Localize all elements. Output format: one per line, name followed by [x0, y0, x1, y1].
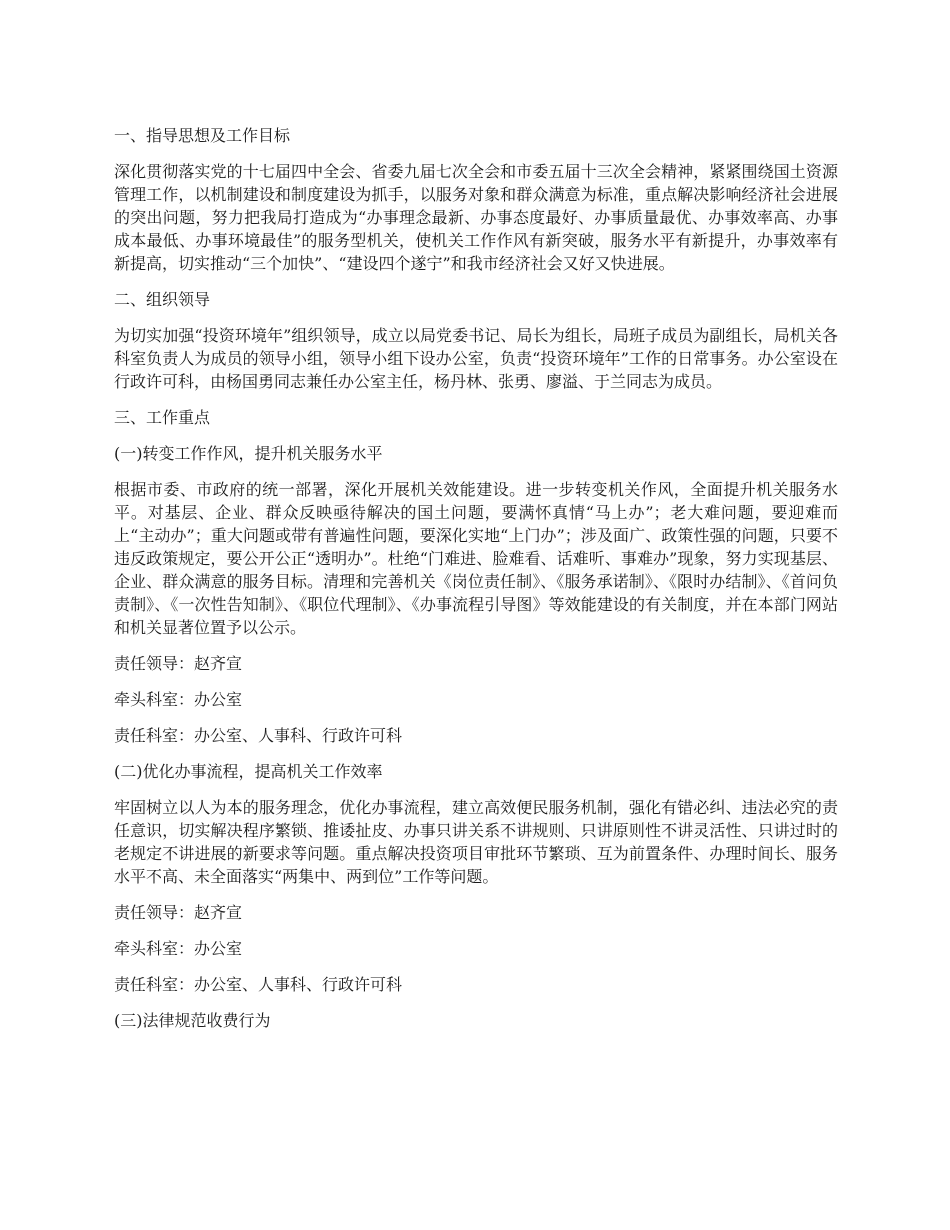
subsection-heading-1: (一)转变工作作风，提升机关服务水平 — [114, 444, 383, 463]
document-body — [114, 124, 838, 1045]
section-heading-1: 一、指导思想及工作目标 — [114, 126, 291, 145]
subsection-heading-3: (三)法律规范收费行为 — [114, 1011, 271, 1030]
subsection-2-paragraph: 牢固树立以人为本的服务理念，优化办事流程，建立高效便民服务机制，强化有错必纠、违法必究的责任意识，切实解决程序繁锁、推诿扯皮、办事只讲关系不讲规则、只讲原则性不讲灵活性、只讲过时的老规定不讲进展的新要求等问题。重点解决投资项目审批环节繁琐、互为前置条件、办理时间长、服务水平不高、未全面落实“两集中、两到位”工作等问题。 — [114, 798, 838, 886]
subsection-2-responsible-leader: 责任领导：赵齐宣 — [114, 903, 243, 922]
subsection-1-paragraph: 根据市委、市政府的统一部署，深化开展机关效能建设。进一步转变机关作风，全面提升机关服务水平。对基层、企业、群众反映亟待解决的国土问题，要满怀真情“马上办”；老大难问题，要迎难而上“主动办”；重大问题或带有普遍性问题，要深化实地“上门办”；涉及面广、政策性强的问题，只要不违反政策规定，要公开公正“透明办”。杜绝“门难进、脸难看、话难听、事难办”现象，努力实现基层、企业、群众满意的服务目标。清理和完善机关《岗位责任制》、《服务承诺制》、《限时办结制》、《首问负责制》、《一次性告知制》、《职位代理制》、《办事流程引导图》等效能建设的有关制度，并在本部门网站和机关显著位置予以公示。 — [114, 480, 838, 637]
section-2-paragraph: 为切实加强“投资环境年”组织领导，成立以局党委书记、局长为组长，局班子成员为副组长，局机关各科室负责人为成员的领导小组，领导小组下设办公室，负责“投资环境年”工作的日常事务。办公室设在行政许可科，由杨国勇同志兼任办公室主任，杨丹林、张勇、廖溢、于兰同志为成员。 — [114, 326, 838, 391]
subsection-1-responsible-offices: 责任科室：办公室、人事科、行政许可科 — [114, 726, 403, 745]
subsection-2-responsible-offices: 责任科室：办公室、人事科、行政许可科 — [114, 975, 403, 994]
section-heading-3: 三、工作重点 — [114, 408, 211, 427]
section-heading-2: 二、组织领导 — [114, 290, 211, 309]
subsection-2-lead-office: 牵头科室：办公室 — [114, 939, 243, 958]
subsection-1-responsible-leader: 责任领导：赵齐宣 — [114, 654, 243, 673]
subsection-1-lead-office: 牵头科室：办公室 — [114, 690, 243, 709]
subsection-heading-2: (二)优化办事流程，提高机关工作效率 — [114, 762, 383, 781]
section-1-paragraph: 深化贯彻落实党的十七届四中全会、省委九届七次全会和市委五届十三次全会精神，紧紧围绕国土资源管理工作，以机制建设和制度建设为抓手，以服务对象和群众满意为标准，重点解决影响经济社会进展的突出问题，努力把我局打造成为“办事理念最新、办事态度最好、办事质量最优、办事效率高、办事成本最低、办事环境最佳”的服务型机关，使机关工作作风有新突破，服务水平有新提升，办事效率有新提高，切实推动“三个加快”、“建设四个遂宁”和我市经济社会又好又快进展。 — [114, 162, 838, 273]
